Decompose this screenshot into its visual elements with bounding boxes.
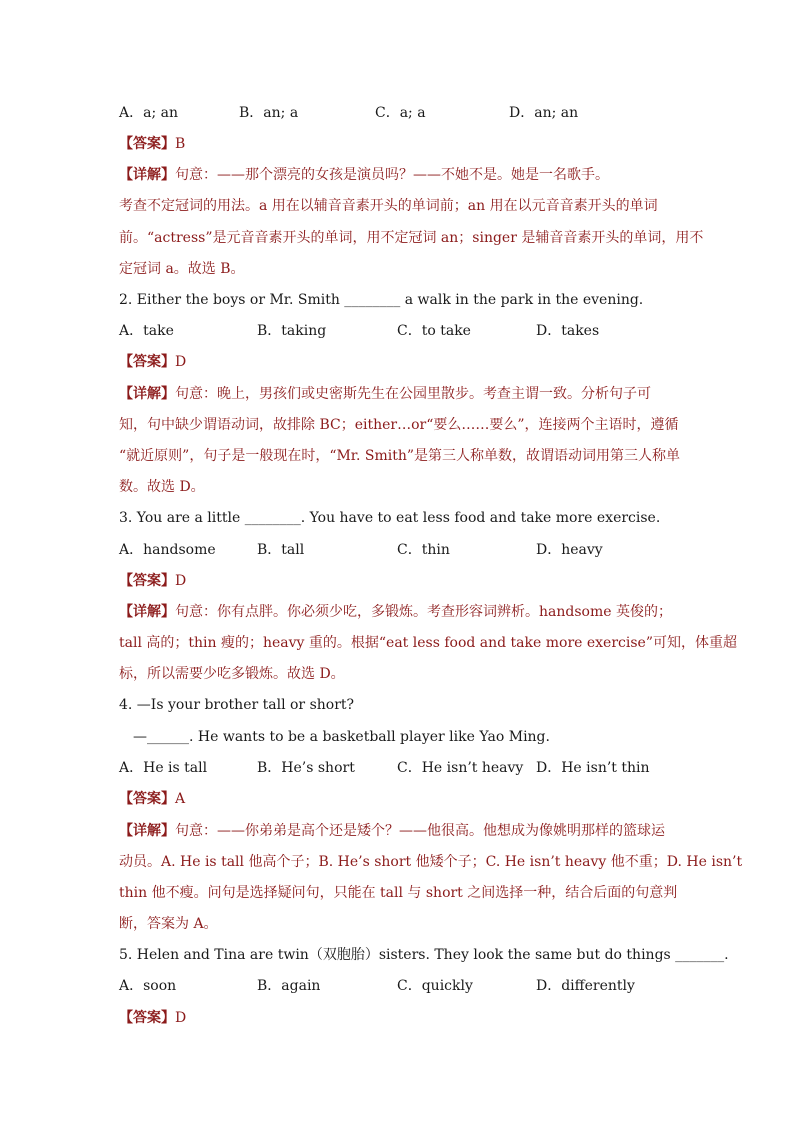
q4-option-b: B．He’s short: [257, 760, 355, 776]
q5-option-d: D．differently: [536, 978, 635, 994]
q2-detail-line-4: 数。故选 D。: [119, 479, 205, 495]
answer-value: B: [175, 136, 186, 152]
q2-options: [119, 321, 679, 341]
detail-text: 句意：你有点胖。你必须少吃，多锻炼。考查形容词辨析。handsome 英俊的；: [175, 604, 672, 620]
q3-option-b: B．tall: [257, 542, 305, 558]
q1-detail-line-3: 前。“actress”是元音音素开头的单词，用不定冠词 an；singer 是辅音音素开头的单词，用不: [119, 230, 704, 246]
q4-options: [119, 758, 679, 778]
q1-options: [119, 103, 679, 123]
q4-detail-line-1: [119, 821, 679, 841]
answer-tag: 【答案】: [119, 1010, 175, 1026]
detail-text: 句意：——你弟弟是高个还是矮个？——他很高。他想成为像姚明那样的篮球运: [175, 823, 665, 839]
detail-tag: 【详解】: [119, 604, 175, 620]
q1-detail-line-1: [119, 165, 679, 185]
answer-value: D: [175, 573, 187, 589]
q2-option-a: A．take: [119, 323, 174, 339]
q1-answer: [119, 134, 679, 154]
q2-option-b: B．taking: [257, 323, 327, 339]
q3-stem: 3. You are a little ________. You have to eat less food and take more exercise.: [119, 510, 661, 526]
answer-value: A: [175, 791, 186, 807]
q5-option-c: C．quickly: [397, 978, 473, 994]
q5-option-b: B．again: [257, 978, 321, 994]
answer-value: D: [175, 1010, 187, 1026]
q4-detail-line-3: thin 他不瘦。问句是选择疑问句，只能在 tall 与 short 之间选择一种，结合后面的句意判: [119, 885, 678, 901]
q1-option-d: D．an; an: [509, 105, 579, 121]
q4-stem: 4. —Is your brother tall or short?: [119, 697, 355, 713]
detail-text: 句意：——那个漂亮的女孩是演员吗？——不她不是。她是一名歌手。: [175, 167, 609, 183]
q2-option-c: C．to take: [397, 323, 471, 339]
q1-option-a: A．a; an: [119, 105, 178, 121]
q3-detail-line-3: 标，所以需要少吃多锻炼。故选 D。: [119, 666, 345, 682]
q4-detail-line-2: 动员。A. He is tall 他高个子；B. He’s short 他矮个子；C. He isn’t heavy 他不重；D. He isn’t: [119, 854, 743, 870]
q5-stem: 5. Helen and Tina are twin（双胞胎）sisters. They look the same but do things _______.: [119, 947, 729, 963]
q1-option-c: C．a; a: [375, 105, 426, 121]
detail-text: 句意：晚上，男孩们或史密斯先生在公园里散步。考查主谓一致。分析句子可: [175, 386, 651, 402]
q5-answer: [119, 1008, 679, 1028]
q3-detail-line-1: [119, 602, 679, 622]
answer-tag: 【答案】: [119, 136, 175, 152]
q2-detail-line-3: “就近原则”，句子是一般现在时，“Mr. Smith”是第三人称单数，故谓语动词用第三人称单: [119, 448, 681, 464]
detail-tag: 【详解】: [119, 167, 175, 183]
q5-option-a: A．soon: [119, 978, 177, 994]
q4-option-a: A．He is tall: [119, 760, 208, 776]
answer-tag: 【答案】: [119, 791, 175, 807]
q3-options: [119, 540, 679, 560]
q1-detail-line-4: 定冠词 a。故选 B。: [119, 261, 245, 277]
q3-detail-line-2: tall 高的；thin 瘦的；heavy 重的。根据“eat less food and take more exercise”可知，体重超: [119, 635, 737, 651]
answer-tag: 【答案】: [119, 354, 175, 370]
detail-tag: 【详解】: [119, 823, 175, 839]
q2-option-d: D．takes: [536, 323, 600, 339]
answer-tag: 【答案】: [119, 573, 175, 589]
q3-option-d: D．heavy: [536, 542, 603, 558]
answer-value: D: [175, 354, 187, 370]
q4-stem-reply: —______. He wants to be a basketball player like Yao Ming.: [133, 729, 550, 745]
q5-options: [119, 976, 679, 996]
q2-detail-line-2: 知，句中缺少谓语动词，故排除 BC；either…or“要么……要么”，连接两个主语时，遵循: [119, 417, 679, 433]
q3-answer: [119, 571, 679, 591]
q1-detail-line-2: 考查不定冠词的用法。a 用在以辅音音素开头的单词前；an 用在以元音音素开头的单词: [119, 198, 658, 214]
q3-option-c: C．thin: [397, 542, 450, 558]
q4-detail-line-4: 断，答案为 A。: [119, 916, 218, 932]
q4-answer: [119, 789, 679, 809]
q4-option-d: D．He isn’t thin: [536, 760, 650, 776]
q2-answer: [119, 352, 679, 372]
q1-option-b: B．an; a: [239, 105, 299, 121]
q2-stem: 2. Either the boys or Mr. Smith ________ a walk in the park in the evening.: [119, 292, 644, 308]
q4-option-c: C．He isn’t heavy: [397, 760, 524, 776]
detail-tag: 【详解】: [119, 386, 175, 402]
q3-option-a: A．handsome: [119, 542, 216, 558]
q2-detail-line-1: [119, 384, 679, 404]
